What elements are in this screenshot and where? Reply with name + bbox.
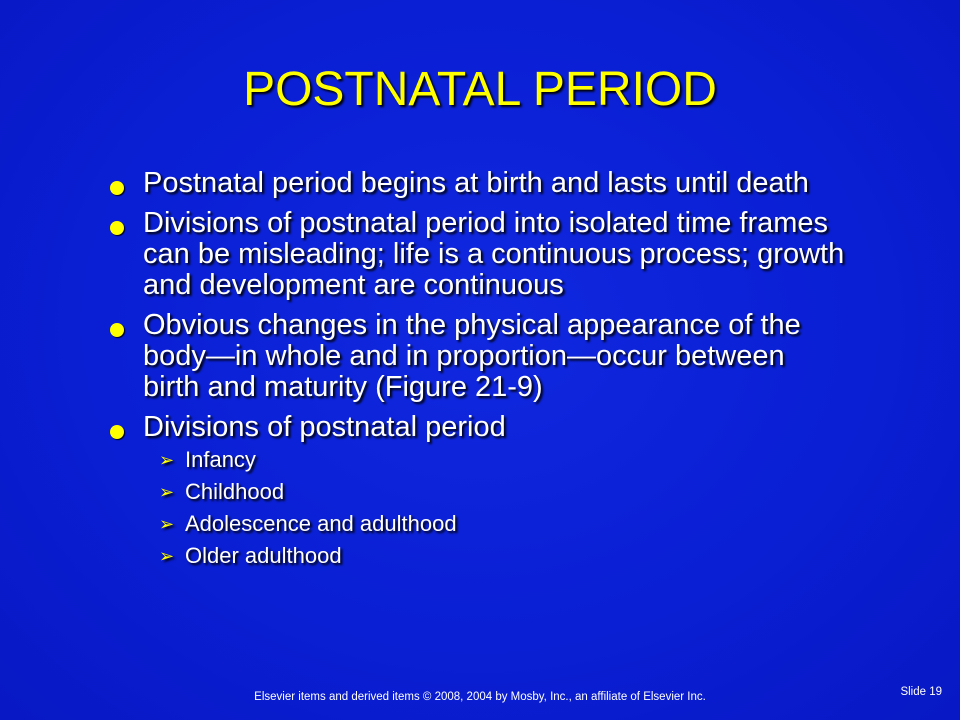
bullet-text: Postnatal period begins at birth and lasts until death [143, 167, 809, 199]
round-bullet-icon [110, 323, 124, 337]
arrowhead-bullet-icon: ➢ [159, 546, 175, 566]
sub-bullet-item [143, 543, 848, 569]
sub-bullet-item [143, 511, 848, 537]
slide-title: POSTNATAL PERIOD [243, 63, 717, 116]
round-bullet-icon [110, 181, 124, 195]
sub-bullet-item [143, 479, 848, 505]
bullet-item [108, 412, 848, 569]
arrowhead-bullet-icon: ➢ [159, 482, 175, 502]
arrowhead-bullet-icon: ➢ [159, 450, 175, 470]
sub-bullet-text: Childhood [185, 479, 285, 504]
bullet-item [108, 168, 848, 199]
sub-bullet-text: Infancy [185, 447, 256, 472]
round-bullet-icon [110, 425, 124, 439]
bullet-item [108, 310, 848, 403]
bullet-text: Divisions of postnatal period into isolated time frames can be misleading; life is a continuous process; growth and development are continuous [143, 207, 845, 301]
arrowhead-bullet-icon: ➢ [159, 514, 175, 534]
sub-bullet-item [143, 447, 848, 473]
bullet-text: Obvious changes in the physical appearance of the body—in whole and in proportion—occur between birth and maturity (Figure 21-9) [143, 309, 801, 403]
sub-bullet-text: Adolescence and adulthood [185, 511, 457, 536]
bullet-text: Divisions of postnatal period [143, 411, 506, 443]
sub-bullet-text: Older adulthood [185, 543, 342, 568]
bullet-item [108, 208, 848, 301]
copyright-footer: Elsevier items and derived items © 2008, 2004 by Mosby, Inc., an affiliate of Elsevier Inc. [254, 691, 706, 703]
round-bullet-icon [110, 221, 124, 235]
bullet-list [108, 168, 848, 578]
sub-bullet-list [143, 447, 848, 569]
slide-number: Slide 19 [900, 686, 942, 698]
